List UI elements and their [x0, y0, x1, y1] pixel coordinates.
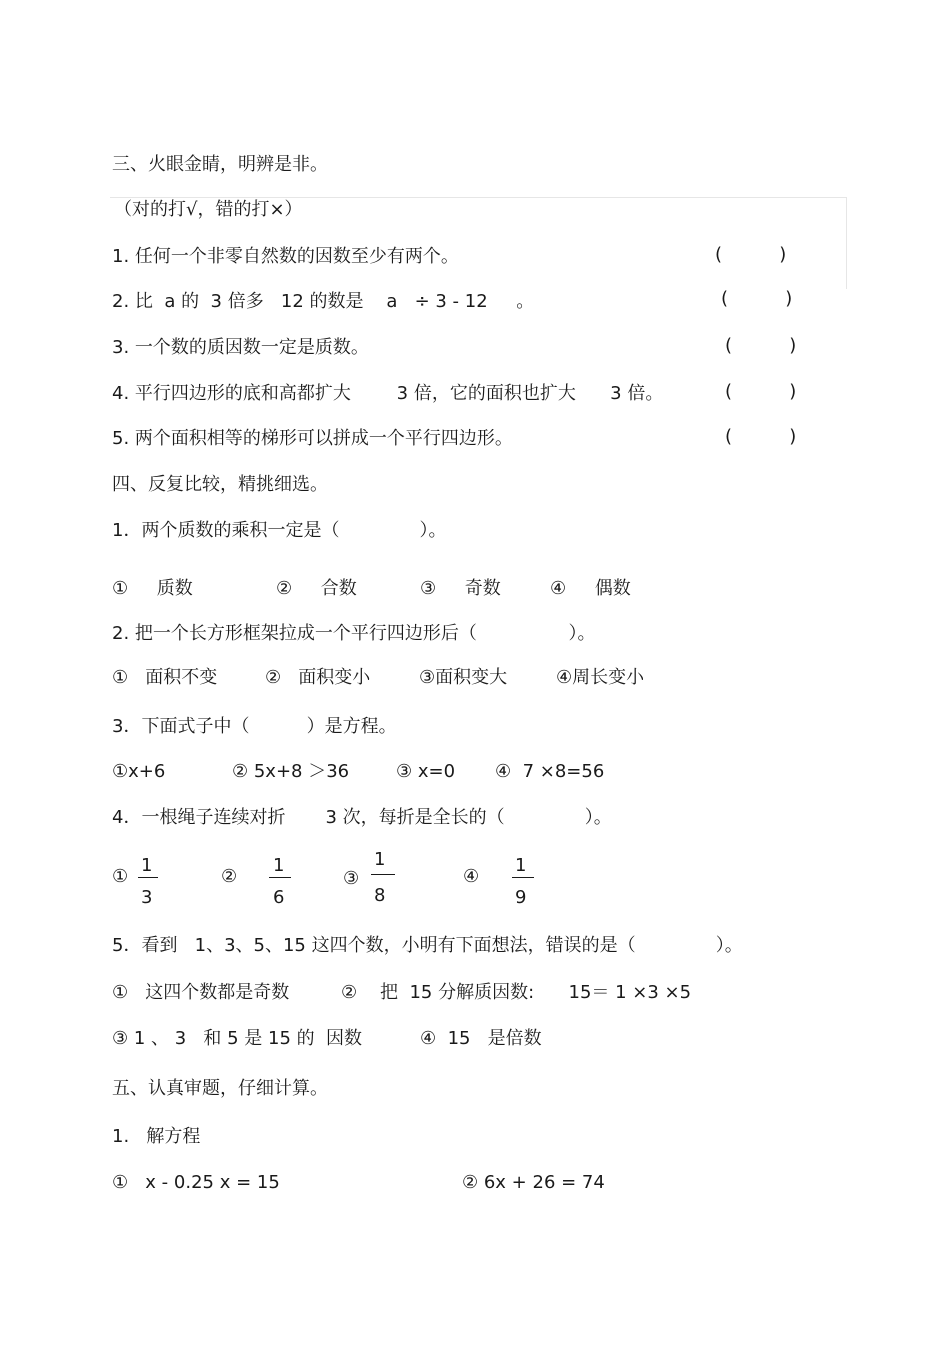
judge-answer-blank-3[interactable]: ( ) — [725, 335, 797, 356]
fraction-denominator: 8 — [374, 885, 386, 906]
choice-q4: 4．一根绳子连续对折 3 次，每折是全长的（ ）。 — [112, 807, 612, 828]
box-border-top — [110, 197, 847, 198]
judge-answer-blank-4[interactable]: ( ) — [725, 381, 797, 402]
choice-q2-option-3[interactable]: ③面积变大 — [419, 667, 508, 688]
choice-q2-option-1[interactable]: ① 面积不变 — [112, 667, 218, 688]
choice-q5-option-2[interactable]: ② 把 15 分解质因数: 15＝ 1 ×3 ×5 — [341, 982, 692, 1003]
section5-title: 五、认真审题，仔细计算。 — [112, 1078, 328, 1099]
choice-q3-option-3[interactable]: ③ x=0 — [396, 761, 456, 782]
choice-q5-option-1[interactable]: ① 这四个数都是奇数 — [112, 982, 290, 1003]
choice-q1-option-4[interactable]: ④ 偶数 — [550, 578, 631, 599]
option-mark: ① — [112, 866, 129, 887]
fraction-numerator: 1 — [141, 855, 153, 876]
section4-title: 四、反复比较，精挑细选。 — [112, 474, 328, 495]
choice-q5-option-4[interactable]: ④ 15 是倍数 — [420, 1028, 542, 1049]
choice-q2: 2. 把一个长方形框架拉成一个平行四边形后（ ）。 — [112, 623, 596, 644]
fraction-bar — [138, 877, 158, 878]
choice-q5-option-3[interactable]: ③ 1 、 3 和 5 是 15 的 因数 — [112, 1028, 363, 1049]
option-mark: ② — [221, 866, 238, 887]
fraction-numerator: 1 — [273, 855, 285, 876]
judge-answer-blank-5[interactable]: ( ) — [725, 426, 797, 447]
option-mark: ③ — [343, 868, 360, 889]
judge-item-3: 3. 一个数的质因数一定是质数。 — [112, 337, 369, 358]
fraction-numerator: 1 — [374, 849, 386, 870]
box-border-right — [846, 197, 847, 289]
choice-q1: 1．两个质数的乘积一定是（ ）。 — [112, 520, 447, 541]
option-mark: ④ — [463, 866, 480, 887]
fraction-bar — [512, 877, 534, 878]
choice-q3-option-1[interactable]: ①x+6 — [112, 761, 166, 782]
fraction-numerator: 1 — [515, 855, 527, 876]
fraction-denominator: 3 — [141, 887, 153, 908]
choice-q1-option-1[interactable]: ① 质数 — [112, 578, 193, 599]
fraction-denominator: 9 — [515, 887, 527, 908]
choice-q1-option-3[interactable]: ③ 奇数 — [420, 578, 501, 599]
choice-q3: 3．下面式子中（ ）是方程。 — [112, 716, 397, 737]
choice-q2-option-4[interactable]: ④周长变小 — [556, 667, 645, 688]
choice-q1-option-2[interactable]: ② 合数 — [276, 578, 357, 599]
choice-q2-option-2[interactable]: ② 面积变小 — [265, 667, 371, 688]
choice-q3-option-4[interactable]: ④ 7 ×8=56 — [495, 761, 605, 782]
section3-note: （对的打√，错的打×） — [114, 199, 303, 220]
choice-q5: 5．看到 1、3、5、15 这四个数，小明有下面想法，错误的是（ ）。 — [112, 935, 743, 956]
equation-2: ② 6x + 26 = 74 — [462, 1172, 605, 1193]
fraction-bar — [371, 874, 395, 875]
section3-title: 三、火眼金睛，明辨是非。 — [112, 154, 328, 175]
judge-answer-blank-1[interactable]: ( ) — [715, 244, 787, 265]
fraction-bar — [269, 877, 291, 878]
equation-1: ① x - 0.25 x = 15 — [112, 1172, 280, 1193]
calc-q1-title: 1. 解方程 — [112, 1126, 201, 1147]
judge-item-5: 5. 两个面积相等的梯形可以拼成一个平行四边形。 — [112, 428, 513, 449]
judge-item-4: 4. 平行四边形的底和高都扩大 3 倍，它的面积也扩大 3 倍。 — [112, 383, 664, 404]
judge-item-1: 1. 任何一个非零自然数的因数至少有两个。 — [112, 246, 459, 267]
judge-item-2: 2. 比 a 的 3 倍多 12 的数是 a ÷ 3 - 12 。 — [112, 291, 535, 312]
fraction-denominator: 6 — [273, 887, 285, 908]
judge-answer-blank-2[interactable]: ( ) — [721, 288, 793, 309]
choice-q3-option-2[interactable]: ② 5x+8 ＞36 — [232, 761, 350, 782]
